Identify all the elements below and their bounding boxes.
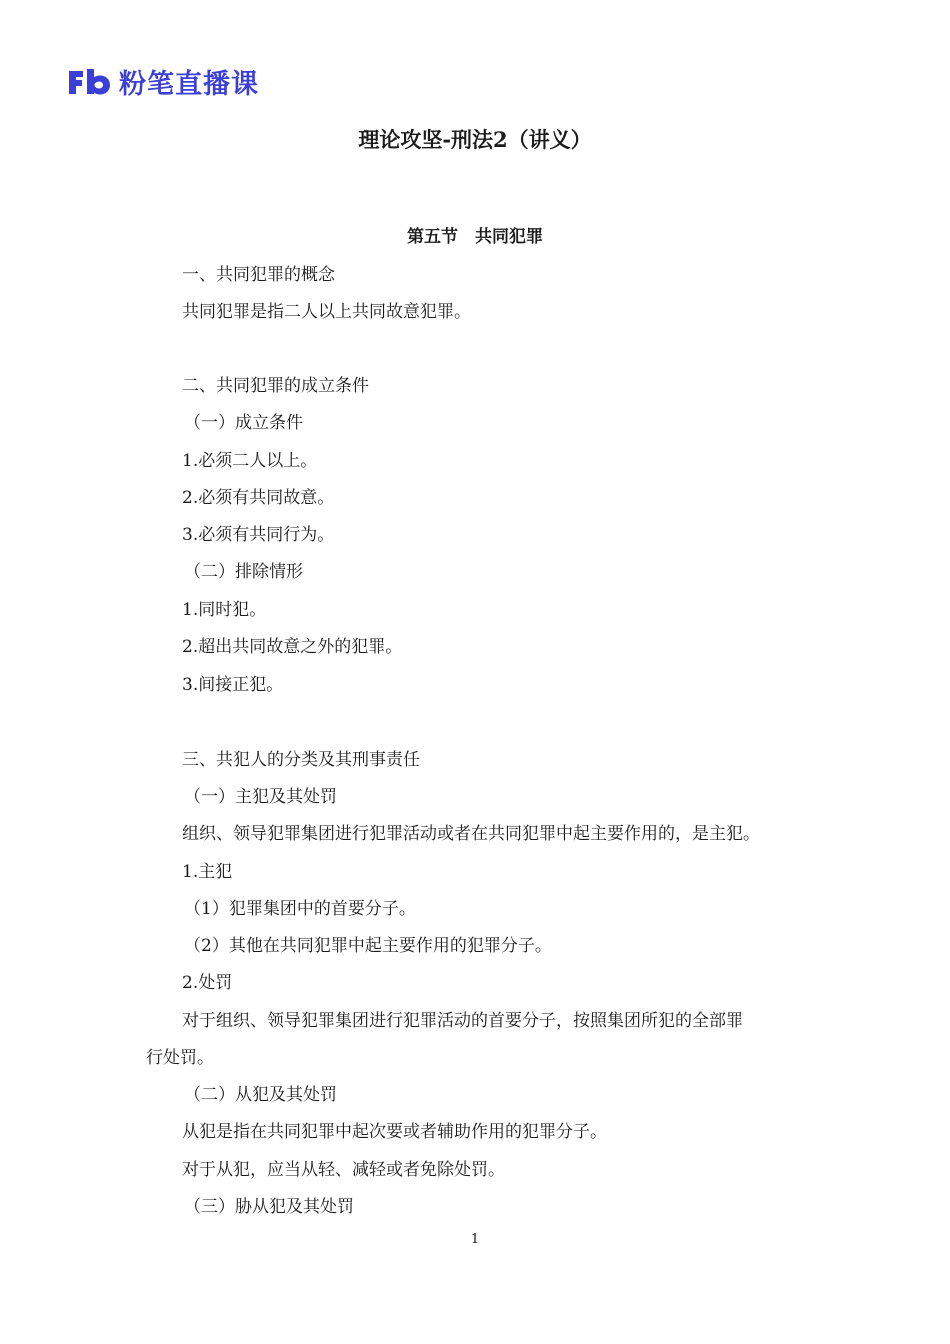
document-title: 理论攻坚-刑法2（讲义） <box>358 127 592 152</box>
list-item: 3.必须有共同行为。 <box>182 525 335 545</box>
paragraph-accessory-punishment: 对于从犯，应当从轻、减轻或者免除处罚。 <box>182 1160 505 1180</box>
paragraph-principal-definition: 组织、领导犯罪集团进行犯罪活动或者在共同犯罪中起主要作用的，是主犯。 <box>182 824 760 844</box>
paragraph-punishment: 对于组织、领导犯罪集团进行犯罪活动的首要分子，按照集团所犯的全部罪 <box>182 1011 743 1031</box>
list-item: （2）其他在共同犯罪中起主要作用的犯罪分子。 <box>184 936 552 956</box>
list-item: 1.同时犯。 <box>182 600 267 620</box>
heading-concept: 一、共同犯罪的概念 <box>182 265 335 285</box>
section-title: 第五节 共同犯罪 <box>407 227 543 247</box>
brand-logo <box>67 62 259 101</box>
subheading-accessory: （二）从犯及其处罚 <box>184 1085 337 1105</box>
subheading-conditions: （一）成立条件 <box>184 413 303 433</box>
heading-conditions: 二、共同犯罪的成立条件 <box>182 376 369 396</box>
list-item: 1.主犯 <box>182 862 233 882</box>
page-number: 1 <box>470 1232 480 1247</box>
brand-name: 粉笔直播课 <box>119 69 259 100</box>
list-item: 3.间接正犯。 <box>182 675 284 695</box>
heading-classification: 三、共犯人的分类及其刑事责任 <box>182 750 420 770</box>
list-item: 2.处罚 <box>182 973 233 993</box>
list-item: 2.必须有共同故意。 <box>182 488 335 508</box>
subheading-exclusions: （二）排除情形 <box>184 562 303 582</box>
list-item: （1）犯罪集团中的首要分子。 <box>184 899 416 919</box>
paragraph-definition: 共同犯罪是指二人以上共同故意犯罪。 <box>182 302 471 322</box>
list-item: 1.必须二人以上。 <box>182 451 318 471</box>
fb-logo-icon <box>67 67 113 97</box>
paragraph-punishment-continued: 行处罚。 <box>146 1048 214 1068</box>
subheading-principal: （一）主犯及其处罚 <box>184 787 337 807</box>
paragraph-accessory-definition: 从犯是指在共同犯罪中起次要或者辅助作用的犯罪分子。 <box>182 1122 607 1142</box>
list-item: 2.超出共同故意之外的犯罪。 <box>182 637 403 657</box>
subheading-coerced: （三）胁从犯及其处罚 <box>184 1197 354 1217</box>
